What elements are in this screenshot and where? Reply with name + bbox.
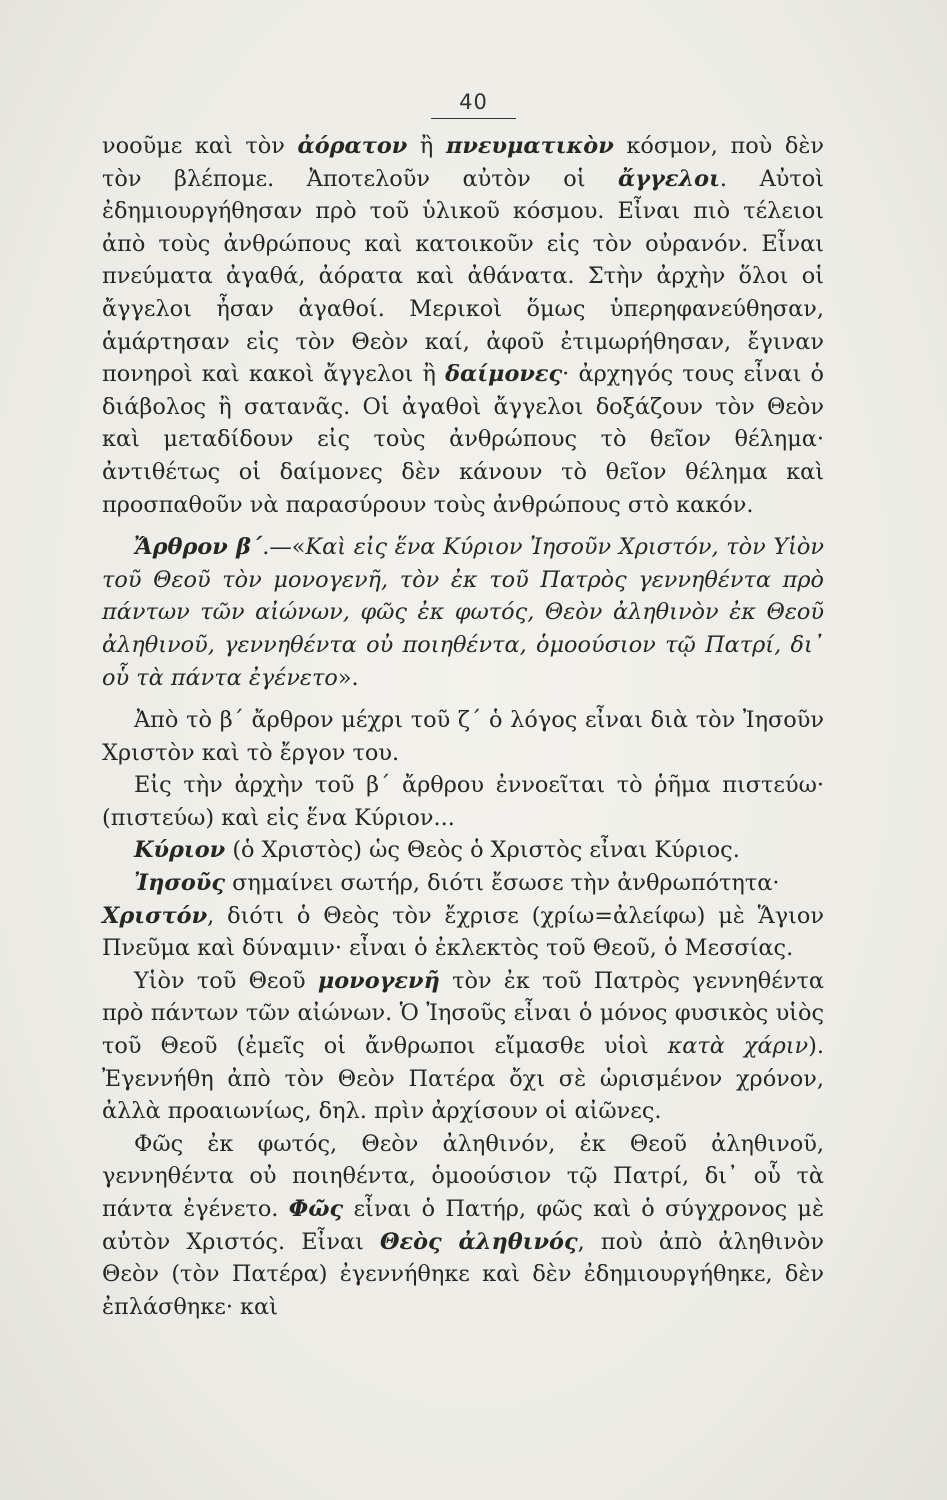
text-run: , ποὺ ἀπὸ ἀληθινὸν Θεὸν (τὸν Πατέρα) ἐγεννήθηκε καὶ δὲν ἐδημιουργήθηκε, δὲν ἐπλάσθηκε· καὶ (102, 1228, 824, 1320)
text-run: , διότι ὁ Θεὸς τὸν ἔχρισε (χρίω=ἀλείφω) μὲ Ἅγιον Πνεῦμα καὶ δύναμιν· εἶναι ὁ ἐκλεκτὸς τοῦ Θεοῦ, ὁ Μεσσίας. (102, 902, 824, 962)
emphasized-term: Φῶς (288, 1196, 344, 1222)
paragraph-p9 (102, 1128, 824, 1324)
text-run: .—« (262, 534, 306, 561)
emphasized-term: δαίμονες (445, 361, 563, 388)
paragraph-p1 (102, 130, 824, 521)
emphasized-term: Χριστόν (102, 902, 208, 929)
text-run: Φῶς ἐκ φωτός, Θεὸν ἀληθινόν, ἐκ Θεοῦ ἀληθινοῦ, γεννηθέντα οὐ ποιηθέντα, ὁμοούσιον τῷ Πατρί, δι᾿ οὗ τὰ πάντα ἐγένετο. (102, 1130, 824, 1222)
emphasized-term: Κύριον (134, 837, 226, 864)
text-run: . Αὐτοὶ ἐδημιουργήθησαν πρὸ τοῦ ὑλικοῦ κόσμου. Εἶναι πιὸ τέλειοι ἀπὸ τοὺς ἀνθρώπους καὶ κατοικοῦν εἰς τὸν οὐρανόν. Εἶναι πνεύματα ἀγαθά, ἀόρατα καὶ ἀθάνατα. Στὴν ἀρχὴν ὅλοι οἱ ἄγγελοι ἦσαν ἀγαθοί. Μερικοὶ ὅμως ὑπερηφανεύθησαν, ἁμάρτησαν εἰς τὸν Θεὸν καί, ἀφοῦ ἐτιμωρήθησαν, ἔγιναν πονηροὶ καὶ κακοὶ ἄγγελοι ἢ (102, 165, 824, 388)
paragraph-p5 (102, 834, 824, 867)
paragraph-p2 (102, 531, 824, 694)
text-run: εἶναι ὁ Πατήρ, φῶς καὶ ὁ σύγχρονος μὲ αὐτὸν Χριστός. Εἶναι (102, 1196, 824, 1255)
text-run: Εἰς τὴν ἀρχὴν τοῦ β΄ ἄρθρου ἐννοεῖται τὸ ῥῆμα πιστεύω· (πιστεύω) καὶ εἰς ἕνα Κύριον... (102, 772, 824, 831)
emphasized-term: Καὶ εἰς ἕνα Κύριον Ἰησοῦν Χριστόν, τὸν Υἱὸν τοῦ Θεοῦ τὸν μονογενῆ, τὸν ἐκ τοῦ Πατρὸς γεννηθέντα πρὸ πάντων τῶν αἰώνων, φῶς ἐκ φωτός, Θεὸν ἀληθινὸν ἐκ Θεοῦ ἀληθινοῦ, γεννηθέντα οὐ ποιηθέντα, ὁμοούσιον τῷ Πατρί, δι᾿ οὗ τὰ πάντα ἐγένετο (102, 534, 824, 691)
body-text (102, 130, 824, 1323)
text-run: · ἀρχηγός τους εἶναι ὁ διάβολος ἢ σατανᾶς. Οἱ ἀγαθοὶ ἄγγελοι δοξάζουν τὸν Θεὸν καὶ μεταδίδουν εἰς τοὺς ἀνθρώπους τὸ θεῖον θέλημα· ἀντιθέτως οἱ δαίμονες δὲν κάνουν τὸ θεῖον θέλημα καὶ προσπαθοῦν νὰ παρασύρουν τοὺς ἀνθρώπους στὸ κακόν. (102, 361, 824, 518)
emphasized-term: ἄγγελοι (618, 165, 720, 192)
text-run: Ἀπὸ τὸ β΄ ἄρθρον μέχρι τοῦ ζ΄ ὁ λόγος εἶναι διὰ τὸν Ἰησοῦν Χριστὸν καὶ τὸ ἔργον του. (102, 707, 824, 766)
emphasized-term: κατὰ χάριν (667, 1033, 809, 1060)
text-run: τὸν ἐκ τοῦ Πατρὸς γεννηθέντα πρὸ πάντων τῶν αἰώνων. Ὁ Ἰησοῦς εἶναι ὁ μόνος φυσικὸς υἱὸς τοῦ Θεοῦ (ἐμεῖς οἱ ἄνθρωποι εἴμασθε υἱοὶ (102, 967, 825, 1060)
emphasized-term: πνευματικὸν (445, 133, 614, 159)
emphasized-term: μονογενῆ (317, 967, 440, 994)
text-run: Υἱὸν τοῦ Θεοῦ (134, 967, 318, 994)
text-run: ). Ἐγεννήθη ἀπὸ τὸν Θεὸν Πατέρα ὄχι σὲ ὡρισμένον χρόνον, ἀλλὰ προαιωνίως, δηλ. πρὶν ἀρχίσουν οἱ αἰῶνες. (102, 1033, 824, 1125)
page-header (0, 90, 947, 119)
paragraph-p4 (102, 769, 824, 834)
emphasized-term: Ἰησοῦς (134, 870, 225, 897)
emphasized-term: ἀόρατον (297, 133, 408, 159)
emphasized-term: Θεὸς ἀληθινός (380, 1228, 578, 1255)
text-run: νοοῦμε καὶ τὸν (102, 133, 298, 159)
paragraph-p8 (102, 965, 824, 1128)
paragraph-p6 (102, 867, 824, 900)
text-run: ἢ (407, 133, 446, 159)
text-run: (ὁ Χριστὸς) ὡς Θεὸς ὁ Χριστὸς εἶναι Κύριος. (225, 837, 740, 864)
text-run: ». (337, 664, 359, 691)
text-run: σημαίνει σωτήρ, διότι ἔσωσε τὴν ἀνθρωπότητα· (224, 870, 780, 897)
emphasized-term: Ἄρθρον β΄ (134, 534, 263, 561)
text-run: κόσμον, ποὺ δὲν τὸν βλέπομε. Ἀποτελοῦν αὐτὸν οἱ (102, 133, 824, 192)
page-number: 40 (431, 90, 516, 119)
paragraph-p7 (102, 900, 824, 965)
paragraph-p3 (102, 704, 824, 769)
